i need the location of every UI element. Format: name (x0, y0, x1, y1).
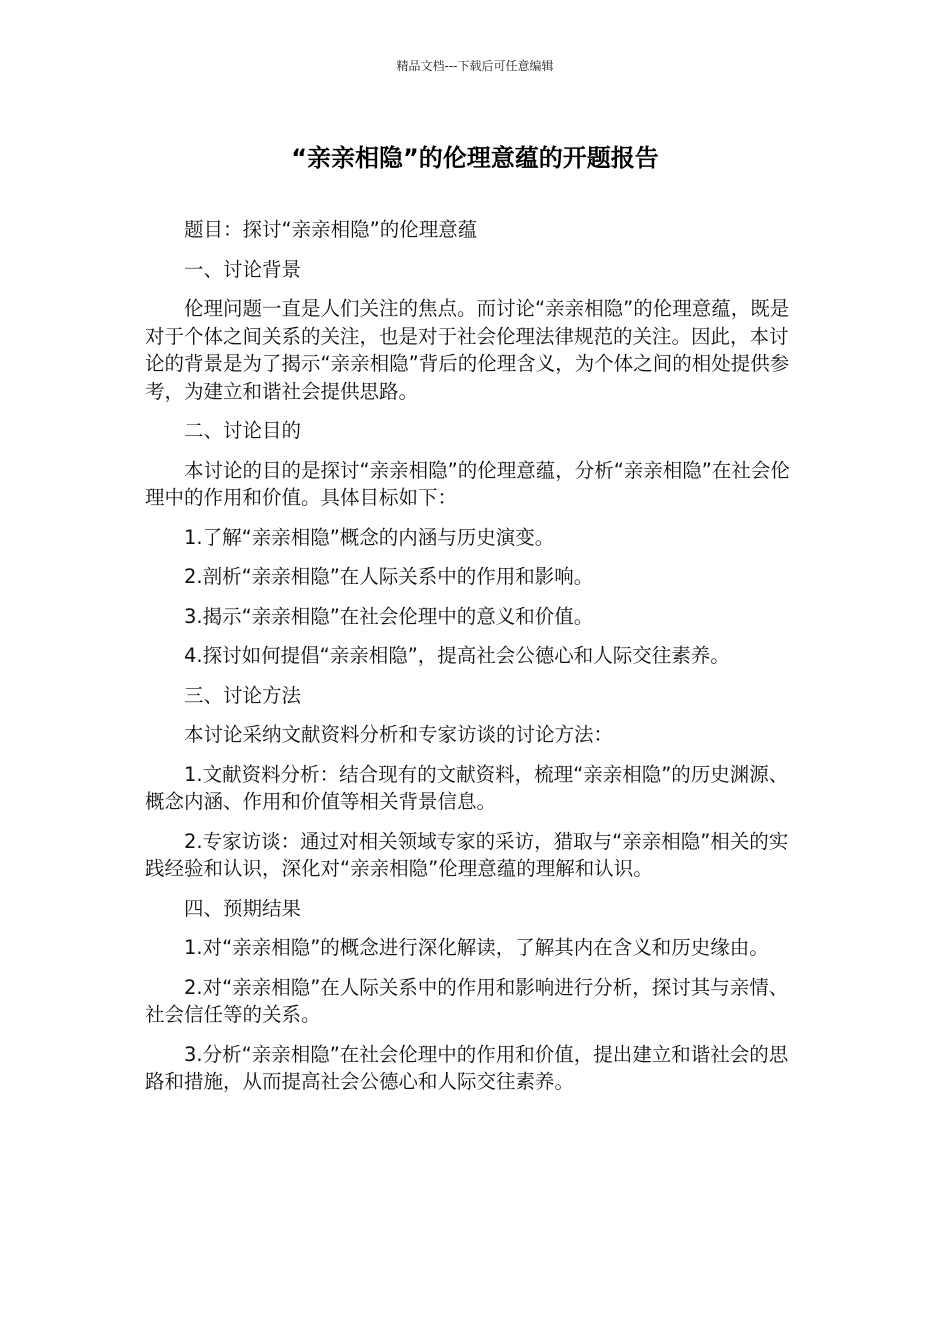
purpose-item-2: 2.剖析“亲亲相隐”在人际关系中的作用和影响。 (184, 565, 594, 588)
document-body (145, 216, 795, 1108)
header-note: 精品文档---下载后可任意编辑 (396, 59, 554, 73)
purpose-item-1: 1.了解“亲亲相隐”概念的内涵与历史演变。 (184, 525, 555, 549)
purpose-paragraph: 本讨论的目的是探讨“亲亲相隐”的伦理意蕴，分析“亲亲相隐”在社会伦理中的作用和价值。具体目标如下： (145, 458, 790, 509)
section-heading-background: 一、讨论背景 (184, 257, 302, 281)
document-title: “亲亲相隐”的伦理意蕴的开题报告 (291, 144, 659, 172)
result-item-1: 1.对“亲亲相隐”的概念进行深化解读，了解其内在含义和历史缘由。 (184, 936, 769, 959)
purpose-item-4: 4.探讨如何提倡“亲亲相隐”，提高社会公德心和人际交往素养。 (184, 644, 730, 667)
topic-line: 题目：探讨“亲亲相隐”的伦理意蕴 (184, 218, 478, 241)
section-heading-method: 三、讨论方法 (184, 683, 302, 707)
section-heading-purpose: 二、讨论目的 (184, 419, 302, 442)
method-item-1: 1.文献资料分析：结合现有的文献资料，梳理“亲亲相隐”的历史渊源、概念内涵、作用和价值等相关背景信息。 (145, 762, 789, 813)
section-heading-results: 四、预期结果 (184, 896, 302, 920)
purpose-item-3: 3.揭示“亲亲相隐”在社会伦理中的意义和价值。 (184, 604, 594, 628)
method-item-2: 2.专家访谈：通过对相关领域专家的采访，猎取与“亲亲相隐”相关的实践经验和认识，深化对“亲亲相隐”伦理意蕴的理解和认识。 (145, 829, 789, 880)
result-item-3: 3.分析“亲亲相隐”在社会伦理中的作用和价值，提出建立和谐社会的思路和措施，从而提高社会公德心和人际交往素养。 (145, 1042, 789, 1093)
background-paragraph: 伦理问题一直是人们关注的焦点。而讨论“亲亲相隐”的伦理意蕴，既是对于个体之间关系的关注，也是对于社会伦理法律规范的关注。因此，本讨论的背景是为了揭示“亲亲相隐”背后的伦理含义，为个体之间的相处提供参考，为建立和谐社会提供思路。 (145, 297, 790, 403)
result-item-2: 2.对“亲亲相隐”在人际关系中的作用和影响进行分析，探讨其与亲情、社会信任等的关系。 (145, 975, 789, 1026)
method-paragraph: 本讨论采纳文献资料分析和专家访谈的讨论方法： (184, 723, 614, 746)
